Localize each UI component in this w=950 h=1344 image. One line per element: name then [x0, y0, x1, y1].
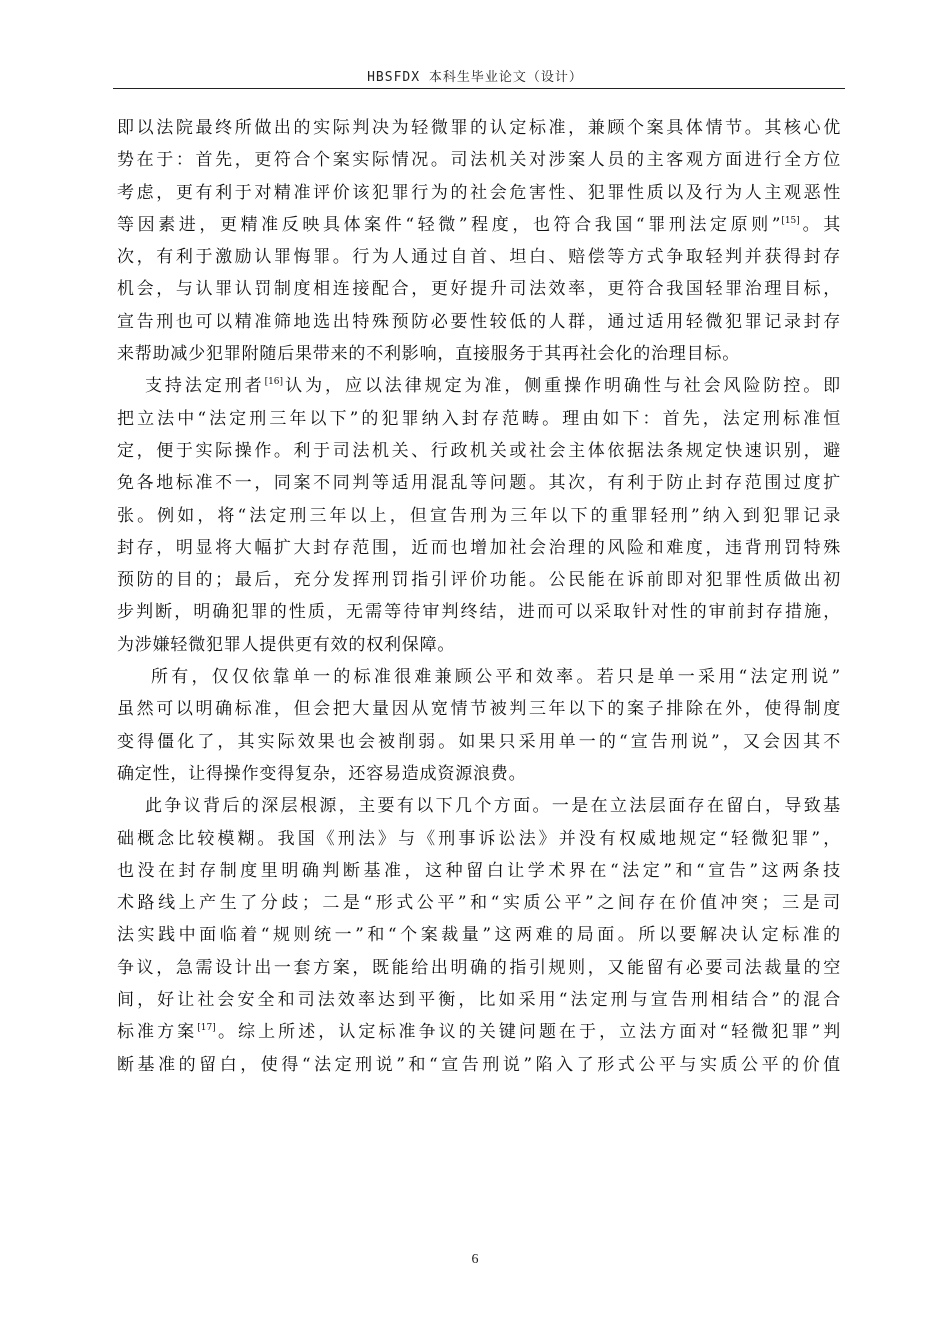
text-line	[117, 596, 841, 628]
text-segment: 预防的目的；最后，充分发挥刑罚指引评价功能。公民能在诉前即对犯罪性质做出初	[117, 570, 841, 591]
text-line	[117, 629, 841, 661]
text-line	[117, 532, 841, 564]
page-number: 6	[471, 1252, 479, 1267]
text-line	[117, 144, 841, 176]
text-segment: 把立法中“法定刑三年以下”的犯罪纳入封存范畴。理由如下：首先，法定刑标准恒	[117, 408, 841, 429]
text-line	[117, 403, 841, 435]
text-line	[117, 984, 841, 1016]
text-segment: 间，好让社会安全和司法效率达到平衡，比如采用“法定刑与宣告刑相结合”的混合	[117, 990, 841, 1011]
text-segment: 法实践中面临着“规则统一”和“个案裁量”这两难的局面。所以要解决认定标准的	[117, 925, 841, 946]
citation-marker: [16]	[264, 377, 284, 388]
text-segment: 变得僵化了，其实际效果也会被削弱。如果只采用单一的“宣告刑说”，又会因其不	[117, 731, 841, 752]
text-segment: 所有，仅仅依靠单一的标准很难兼顾公平和效率。若只是单一采用“法定刑说”	[151, 667, 841, 688]
text-segment: 认为，应以法律规定为准，侧重操作明确性与社会风险防控。即	[283, 376, 841, 397]
text-line	[117, 661, 841, 693]
text-segment: 封存，明显将大幅扩大封存范围，近而也增加社会治理的风险和难度，违背刑罚特殊	[117, 537, 841, 558]
text-line	[117, 112, 841, 144]
text-segment: 支持法定刑者	[145, 376, 265, 397]
text-segment: 标准方案	[117, 1022, 198, 1043]
text-segment: 也没在封存制度里明确判断基准，这种留白让学术界在“法定”和“宣告”这两条技	[117, 860, 841, 881]
text-segment: 。其	[799, 214, 841, 235]
citation-marker: [15]	[781, 215, 800, 226]
text-line	[117, 855, 841, 887]
text-line	[117, 1049, 841, 1081]
text-segment: 础概念比较模糊。我国《刑法》与《刑事诉讼法》并没有权威地规定“轻微犯罪”，	[117, 828, 841, 849]
text-segment: 为涉嫌轻微犯罪人提供更有效的权利保障。	[117, 634, 456, 655]
text-line	[117, 823, 841, 855]
text-segment: 争议，急需设计出一套方案，既能给出明确的指引规则，又能留有必要司法裁量的空	[117, 957, 841, 978]
citation-marker: [17]	[197, 1023, 216, 1034]
text-line	[117, 435, 841, 467]
text-segment: 确定性，让得操作变得复杂，还容易造成资源浪费。	[117, 763, 527, 784]
text-line	[117, 467, 841, 499]
text-line	[117, 209, 841, 241]
text-segment: 断基准的留白，使得“法定刑说”和“宣告刑说”陷入了形式公平与实质公平的价值	[117, 1054, 841, 1075]
body-text	[117, 112, 841, 1081]
text-line	[117, 758, 841, 790]
text-segment: 宣告刑也可以精准筛地选出特殊预防必要性较低的人群，通过适用轻微犯罪记录封存	[117, 311, 841, 332]
text-segment: 张。例如，将“法定刑三年以上，但宣告刑为三年以下的重罪轻刑”纳入到犯罪记录	[117, 505, 841, 526]
text-segment: 考虑，更有利于对精准评价该犯罪行为的社会危害性、犯罪性质以及行为人主观恶性	[117, 182, 841, 203]
text-line	[117, 500, 841, 532]
text-segment: 次，有利于激励认罪悔罪。行为人通过自首、坦白、赔偿等方式争取轻判并获得封存	[117, 247, 841, 268]
text-segment: 机会，与认罪认罚制度相连接配合，更好提升司法效率，更符合我国轻罪治理目标，	[117, 279, 841, 300]
text-segment: 定，便于实际操作。利于司法机关、行政机关或社会主体依据法条规定快速识别，避	[117, 440, 841, 461]
text-line	[117, 1016, 841, 1048]
text-segment: 来帮助减少犯罪附随后果带来的不利影响，直接服务于其再社会化的治理目标。	[117, 344, 740, 365]
text-line	[117, 693, 841, 725]
text-line	[117, 726, 841, 758]
text-segment: 免各地标准不一，同案不同判等适用混乱等问题。其次，有利于防止封存范围过度扩	[117, 473, 841, 494]
text-segment: 。综上所述，认定标准争议的关键问题在于，立法方面对“轻微犯罪”判	[215, 1022, 842, 1043]
text-line	[117, 919, 841, 951]
text-line	[117, 306, 841, 338]
text-line	[117, 952, 841, 984]
text-segment: 势在于：首先，更符合个案实际情况。司法机关对涉案人员的主客观方面进行全方位	[117, 150, 841, 171]
text-line	[117, 273, 841, 305]
text-segment: 等因素进，更精准反映具体案件“轻微”程度，也符合我国“罪刑法定原则”	[117, 214, 782, 235]
text-line	[117, 790, 841, 822]
text-segment: 即以法院最终所做出的实际判决为轻微罪的认定标准，兼顾个案具体情节。其核心优	[117, 118, 841, 138]
text-line	[117, 370, 841, 402]
text-segment: 步判断，明确犯罪的性质，无需等待审判终结，进而可以采取针对性的审前封存措施，	[117, 602, 841, 623]
text-line	[117, 564, 841, 596]
text-segment: 此争议背后的深层根源，主要有以下几个方面。一是在立法层面存在留白，导致基	[145, 796, 841, 817]
text-line	[117, 241, 841, 273]
text-segment: 术路线上产生了分歧；二是“形式公平”和“实质公平”之间存在价值冲突；三是司	[117, 893, 841, 914]
text-line	[117, 177, 841, 209]
header-divider	[113, 88, 845, 89]
text-line	[117, 338, 841, 370]
text-line	[117, 887, 841, 919]
page-header-title: HBSFDX 本科生毕业论文（设计）	[367, 70, 583, 85]
text-segment: 虽然可以明确标准，但会把大量因从宽情节被判三年以下的案子排除在外，使得制度	[117, 699, 841, 720]
